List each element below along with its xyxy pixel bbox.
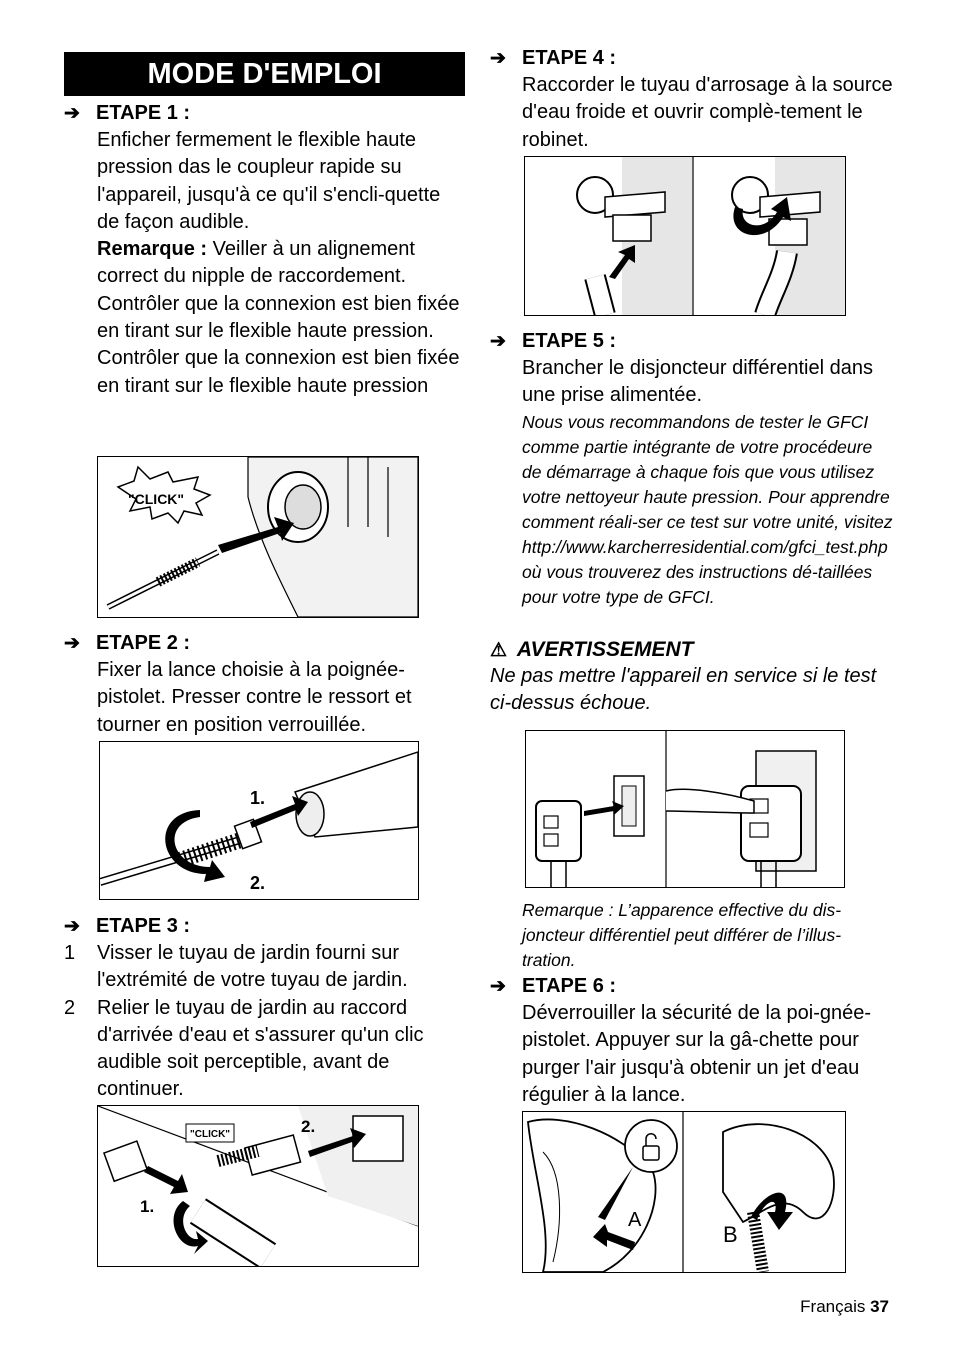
step3-heading-row	[64, 913, 190, 940]
step6-body	[522, 1000, 897, 1109]
step1-remark	[97, 236, 467, 291]
step5-heading: ETAPE 5 :	[522, 330, 617, 352]
list-item-number: 2	[64, 996, 76, 1019]
warning-text: Ne pas mettre l'appareil en service si le test ci-dessus échoue.	[490, 665, 877, 714]
figure-label-a: A	[628, 1209, 642, 1231]
footer-language: Français	[800, 1297, 866, 1316]
figure-label-b: B	[723, 1222, 738, 1247]
faucet-illustration	[525, 157, 845, 315]
page-title: MODE D'EMPLOI	[64, 52, 465, 96]
step4-heading: ETAPE 4 :	[522, 47, 617, 69]
step1-heading: ETAPE 1 :	[96, 102, 191, 124]
step4-text: Raccorder le tuyau d'arrosage à la source d'eau froide et ouvrir complè-tement le robinet.	[522, 74, 893, 151]
garden-hose-illustration	[98, 1106, 418, 1266]
list-item	[64, 995, 469, 1104]
list-item-number: 1	[64, 942, 76, 964]
list-item-text: Relier le tuyau de jardin au raccord d'arrivée d'eau et s'assurer qu'un clic audible soit perceptible, avant de continuer.	[97, 996, 424, 1101]
figure-label-1: 1.	[140, 1197, 155, 1216]
step1-check1: Contrôler que la connexion est bien fixée en tirant sur le flexible haute pression.	[97, 292, 460, 343]
step3-list	[64, 940, 469, 1104]
figure-step3	[97, 1105, 419, 1267]
step5-note: Nous vous recommandons de tester le GFCI comme partie intégrante de votre procédeure de démarrage à chaque fois que vous utilisez votre nettoyeur haute pression. Pour apprendre comment réali-ser ce test sur votre unité, visitez http://www.karcherresidential.com/gfci_test.php où vous trouverez des instructions dé-taillées pour votre type de GFCI.	[522, 412, 893, 607]
figure-label-1: 1.	[250, 788, 266, 808]
warning-heading-row	[490, 636, 693, 664]
warning-heading: AVERTISSEMENT	[516, 638, 694, 661]
list-item-text: Visser le tuyau de jardin fourni sur l'extrémité de votre tuyau de jardin.	[97, 942, 408, 992]
step2-body	[97, 657, 467, 739]
step1-check2: Contrôler que la connexion est bien fixée en tirant sur le flexible haute pression	[97, 347, 460, 397]
figure-step2	[99, 741, 419, 900]
figure-label-2: 2.	[301, 1117, 316, 1136]
step6-heading: ETAPE 6 :	[522, 975, 617, 997]
step2-text: Fixer la lance choisie à la poignée-pistolet. Presser contre le ressort et tourner en position verrouillée.	[97, 659, 412, 736]
lance-attach-illustration	[100, 742, 418, 899]
arrow-right-icon: ➔	[64, 633, 80, 654]
figure-step5	[525, 730, 845, 888]
step5-text: Brancher le disjoncteur différentiel dans une prise alimentée.	[522, 357, 873, 407]
step5-body	[522, 355, 897, 410]
figure-step6	[522, 1111, 846, 1273]
figure-label-2: 2.	[250, 873, 266, 893]
step4-body	[522, 72, 897, 154]
figure-step1	[97, 456, 419, 618]
click-label: "CLICK"	[190, 1129, 231, 1140]
gfci-plug-illustration	[526, 731, 844, 887]
page-footer	[800, 1297, 889, 1317]
warning-triangle-icon: ⚠	[490, 640, 508, 661]
step3-heading: ETAPE 3 :	[96, 915, 191, 937]
arrow-right-icon: ➔	[490, 976, 506, 997]
step6-heading-row	[490, 973, 616, 1000]
step4-heading-row	[490, 45, 616, 72]
click-label: "CLICK"	[128, 491, 185, 507]
step1-remark-label: Remarque :	[97, 238, 208, 261]
gun-trigger-illustration	[523, 1112, 845, 1272]
arrow-right-icon: ➔	[490, 48, 506, 69]
step1-body	[97, 127, 467, 400]
step5-heading-row	[490, 328, 616, 355]
step6-text: Déverrouiller la sécurité de la poi-gnée-pistolet. Appuyer sur la gâ-chette pour purger l'air jusqu'à obtenir un jet d'eau régulier à la lance.	[522, 1002, 872, 1106]
step2-heading: ETAPE 2 :	[96, 632, 191, 654]
step1-heading-row	[64, 100, 190, 127]
figure-note: Remarque : L’apparence effective du dis-joncteur différentiel peut différer de l’illus-tration.	[522, 900, 842, 970]
step1-text: Enficher fermement le flexible haute pression das le coupleur rapide su l'appareil, jusqu'à ce qu'il s'encli-quette de façon audible.	[97, 129, 441, 233]
list-item	[64, 940, 469, 995]
step1-remark-text: Veiller à un alignement correct du nipple de raccordement.	[97, 238, 415, 288]
arrow-right-icon: ➔	[64, 916, 80, 937]
arrow-right-icon: ➔	[64, 103, 80, 124]
step2-heading-row	[64, 630, 190, 657]
arrow-right-icon: ➔	[490, 331, 506, 352]
figure-step4	[524, 156, 846, 316]
page-number: 37	[870, 1297, 889, 1316]
hose-coupling-illustration	[98, 457, 418, 617]
